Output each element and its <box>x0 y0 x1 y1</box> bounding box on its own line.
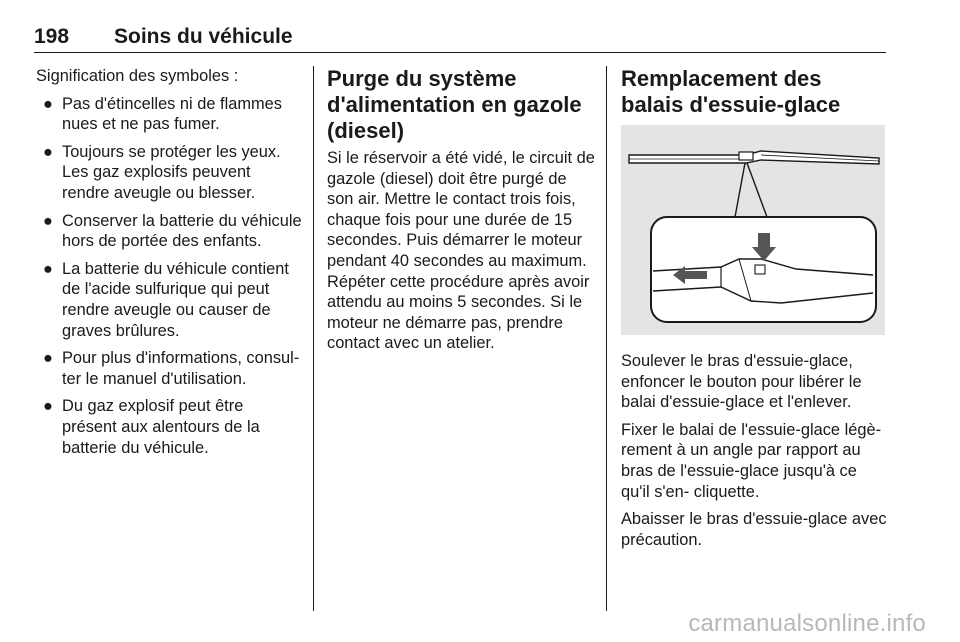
section-title: Soins du véhicule <box>114 25 293 48</box>
list-item <box>36 396 302 458</box>
wiper-step-3: Abaisser le bras d'essuie-glace avec précaution. <box>621 510 887 549</box>
column-right <box>621 66 889 557</box>
wiper-blade-illustration <box>621 125 885 335</box>
page-number: 198 <box>34 25 70 48</box>
bullet-icon: ● <box>43 142 53 161</box>
wiper-step-1: Soulever le bras d'essuie-glace, enfoncer le bouton pour libérer le balai d'essuie-glace et l'enlever. <box>621 352 862 412</box>
page-header <box>34 26 886 53</box>
list-item-text: Toujours se protéger les yeux. Les gaz explosifs peuvent rendre aveugle ou blesser. <box>62 142 281 202</box>
bullet-icon: ● <box>43 211 53 230</box>
list-item-text: La batterie du véhicule contient de l'acide sulfurique qui peut rendre aveugle ou causer de graves brûlures. <box>62 259 289 340</box>
symbols-intro: Signification des symboles : <box>36 67 239 85</box>
list-item-text: Du gaz explosif peut être présent aux alentours de la batterie du véhicule. <box>62 397 260 457</box>
list-item <box>36 142 302 204</box>
fuel-purge-body: Si le réservoir a été vidé, le circuit de gazole (diesel) doit être purgé de son air. Mettre le contact trois fois, chaque fois pour une durée de 15 secondes. Puis démarrer le moteur pendant 40 secondes au maximum. Répéter cette procédure après avoir attendu au moins 5 secondes. Si le moteur ne démarre pas, prendre contact avec un atelier. <box>327 149 595 353</box>
symbols-list <box>36 94 302 459</box>
list-item <box>36 211 302 252</box>
list-item <box>36 348 302 389</box>
wiper-heading: Remplacement des balais d'essuie-glace <box>621 66 841 117</box>
bullet-icon: ● <box>43 259 53 278</box>
watermark: carmanualsonline.info <box>688 610 926 637</box>
list-item-text: Conserver la batterie du véhicule hors de portée des enfants. <box>62 211 302 251</box>
bullet-icon: ● <box>43 397 53 416</box>
list-item <box>36 94 302 135</box>
bullet-icon: ● <box>43 349 53 368</box>
list-item <box>36 259 302 341</box>
column-divider-1 <box>313 66 314 611</box>
bullet-icon: ● <box>43 94 53 113</box>
column-left <box>36 66 302 465</box>
fuel-purge-heading: Purge du système d'alimentation en gazole (diesel) <box>327 66 582 143</box>
wiper-step-2: Fixer le balai de l'essuie-glace légè- rement à un angle par rapport au bras de l'essuie-glace jusqu'à ce qu'il s'en- cliquette. <box>621 420 882 501</box>
wiper-blade-drawing <box>621 125 885 335</box>
list-item-text: Pas d'étincelles ni de flammes nues et ne pas fumer. <box>62 94 282 134</box>
column-middle <box>327 66 595 361</box>
list-item-text: Pour plus d'informations, consul- ter le manuel d'utilisation. <box>62 349 300 388</box>
column-divider-2 <box>606 66 607 611</box>
